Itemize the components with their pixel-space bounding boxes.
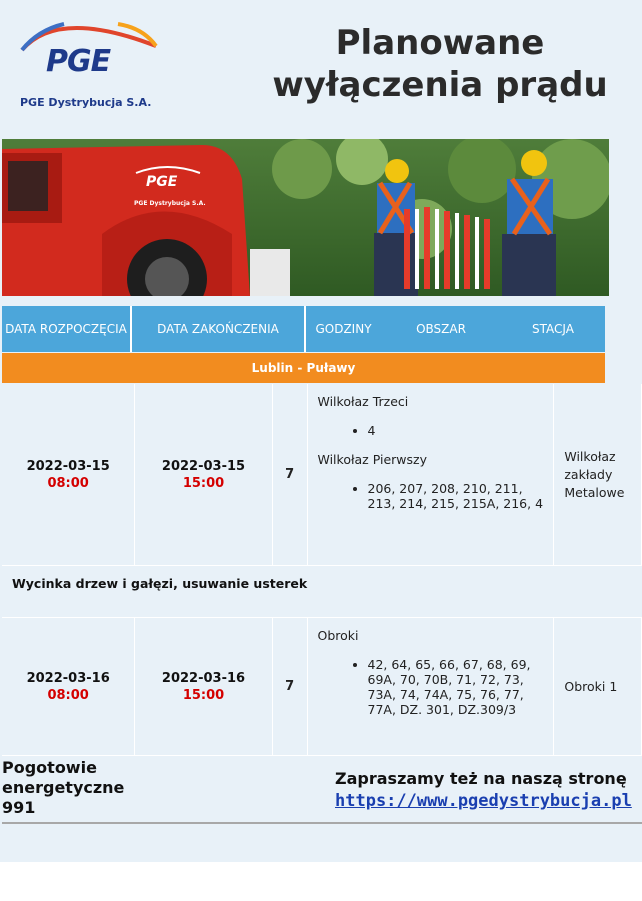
hours-cell bbox=[273, 384, 308, 565]
hours-value: 7 bbox=[285, 679, 295, 694]
area-numbers: • 206, 207, 208, 210, 211, 213, 214, 215, 215A, 216, 4 bbox=[368, 481, 544, 511]
start-time: 08:00 bbox=[47, 475, 89, 491]
emergency-label-2: energetyczne bbox=[2, 778, 125, 797]
hours-value: 7 bbox=[285, 467, 295, 482]
area-numbers: • 4 bbox=[368, 423, 376, 438]
end-date: 2022-03-15 bbox=[161, 458, 246, 474]
hours-cell bbox=[273, 618, 308, 755]
emergency-info bbox=[2, 758, 152, 818]
region-banner: Lublin - Puławy bbox=[2, 353, 605, 383]
truck-company-text: PGE Dystrybucja S.A. bbox=[134, 200, 206, 207]
logo-brand: PGE bbox=[46, 44, 111, 79]
work-description: Wycinka drzew i gałęzi, usuwanie usterek bbox=[2, 566, 642, 618]
area-name: Wilkołaz Trzeci bbox=[317, 394, 409, 409]
emergency-number: 991 bbox=[2, 798, 36, 817]
start-date-cell bbox=[2, 618, 135, 755]
table-row bbox=[2, 618, 642, 755]
area-numbers-list bbox=[318, 481, 544, 511]
start-date-cell bbox=[2, 384, 135, 565]
page-title bbox=[250, 22, 630, 106]
start-time: 08:00 bbox=[47, 687, 89, 703]
area-name: Obroki bbox=[317, 628, 359, 643]
title-line-2: wyłączenia prądu bbox=[272, 65, 608, 105]
table-row bbox=[2, 384, 642, 565]
workers-photo-illustration bbox=[2, 139, 609, 296]
end-date-cell bbox=[135, 384, 272, 565]
area-cell bbox=[308, 618, 555, 755]
pge-logo bbox=[18, 14, 168, 114]
website-link[interactable]: https://www.pgedystrybucja.pl bbox=[335, 791, 632, 811]
end-date-cell bbox=[135, 618, 272, 755]
column-header-end-date: DATA ZAKOŃCZENIA bbox=[132, 306, 306, 352]
website-info bbox=[335, 768, 642, 812]
area-numbers-list bbox=[318, 657, 544, 717]
station-cell bbox=[554, 618, 642, 755]
banner-photo bbox=[2, 139, 609, 296]
area-numbers-list bbox=[318, 423, 376, 438]
row-divider bbox=[2, 755, 642, 756]
column-header-hours: GODZINY bbox=[315, 321, 372, 336]
end-date: 2022-03-16 bbox=[161, 670, 246, 686]
start-date: 2022-03-15 bbox=[26, 458, 110, 474]
area-cell bbox=[308, 384, 555, 565]
start-date: 2022-03-16 bbox=[26, 670, 110, 686]
end-time: 15:00 bbox=[182, 687, 225, 703]
emergency-label-1: Pogotowie bbox=[2, 758, 97, 777]
area-numbers: • 42, 64, 65, 66, 67, 68, 69, 69A, 70, 70B, 71, 72, 73, 73A, 74, 74A, 75, 76, 77, 77A, DZ. 301, DZ.309/3 bbox=[368, 657, 544, 717]
logo-company: PGE Dystrybucja S.A. bbox=[20, 96, 152, 109]
area-name: Wilkołaz Pierwszy bbox=[317, 452, 427, 467]
station-name: Obroki 1 bbox=[564, 678, 618, 694]
station-name: Wilkołaz zakłady Metalowe bbox=[564, 448, 625, 500]
header bbox=[0, 0, 642, 138]
column-header-station: STACJA bbox=[532, 321, 574, 336]
table-header bbox=[2, 306, 605, 352]
end-time: 15:00 bbox=[182, 475, 225, 491]
column-header-start-date: DATA ROZPOCZĘCIA bbox=[2, 306, 132, 352]
truck-logo-text: PGE bbox=[146, 174, 178, 190]
title-line-1: Planowane bbox=[335, 23, 545, 63]
column-header-area: OBSZAR bbox=[416, 321, 466, 336]
bottom-divider bbox=[2, 822, 642, 824]
station-cell bbox=[554, 384, 642, 565]
website-invite: Zapraszamy też na naszą stronę bbox=[335, 769, 627, 788]
